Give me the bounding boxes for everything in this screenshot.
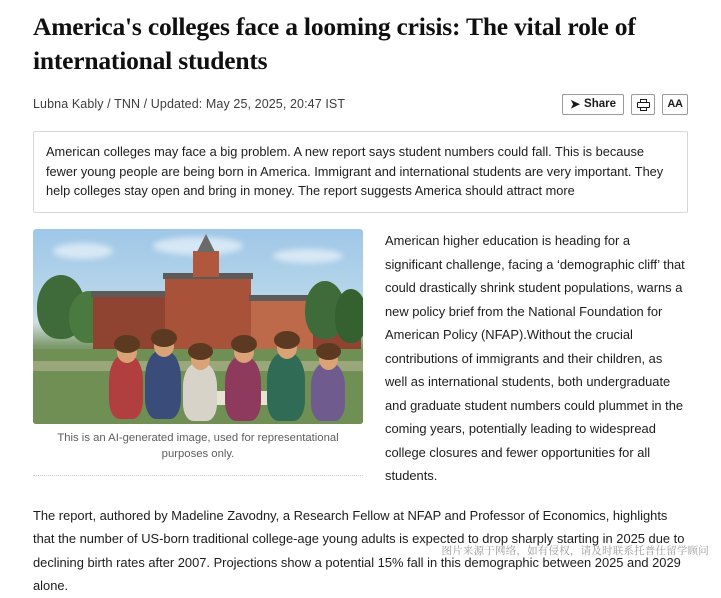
page-title: America's colleges face a looming crisis: The vital role of international students: [33, 12, 636, 75]
lead-column: [385, 229, 688, 487]
body-paragraph: The report, authored by Madeline Zavodny, a Research Fellow at NFAP and Professor of Economics, highlights that the number of US-born traditional college-age young adults is expected to drop sharply starting in 2025 due to declining birth rates after 2007. Projections show a potential 15% fall in this demographic between 2025 and 2029 alone.: [33, 507, 685, 594]
byline: Lubna Kably / TNN / Updated: May 25, 2025, 20:47 IST: [33, 97, 346, 112]
ai-summary-box: [33, 131, 688, 213]
printer-icon: [637, 99, 650, 110]
article-actions: [562, 94, 688, 115]
share-button[interactable]: [562, 94, 624, 115]
byline-row: [33, 94, 688, 115]
article-figure: [33, 229, 363, 476]
watermark-text: 图片来源于网络，如有侵权，请及时联系托普仕留学顾问: [441, 545, 709, 557]
article-image: [33, 229, 363, 424]
image-caption: This is an AI-generated image, used for representational purposes only.: [33, 424, 363, 476]
ai-summary-text: American colleges may face a big problem. A new report says student numbers could fall. This is because fewer young people are being born in America. Immigrant and international students are very important. They help colleges stay open and bring in money. The report suggests America should attract more: [46, 143, 664, 199]
lead-paragraph: American higher education is heading for a significant challenge, facing a ‘demographic cliff’ that could drastically shrink student populations, warns a new policy brief from the National Foundation for American Policy (NFAP).Without the crucial contributions of immigrants and their children, as well as international students, both undergraduate and graduate student numbers could plummet in the coming years, potentially leading to widespread college closures and fewer opportunities for all students.: [385, 233, 685, 484]
share-arrow-icon: ➤: [569, 97, 581, 112]
share-button-label: Share: [584, 98, 617, 111]
font-size-button[interactable]: AA: [662, 94, 688, 115]
print-button[interactable]: [631, 94, 655, 115]
article-content: [33, 229, 688, 487]
